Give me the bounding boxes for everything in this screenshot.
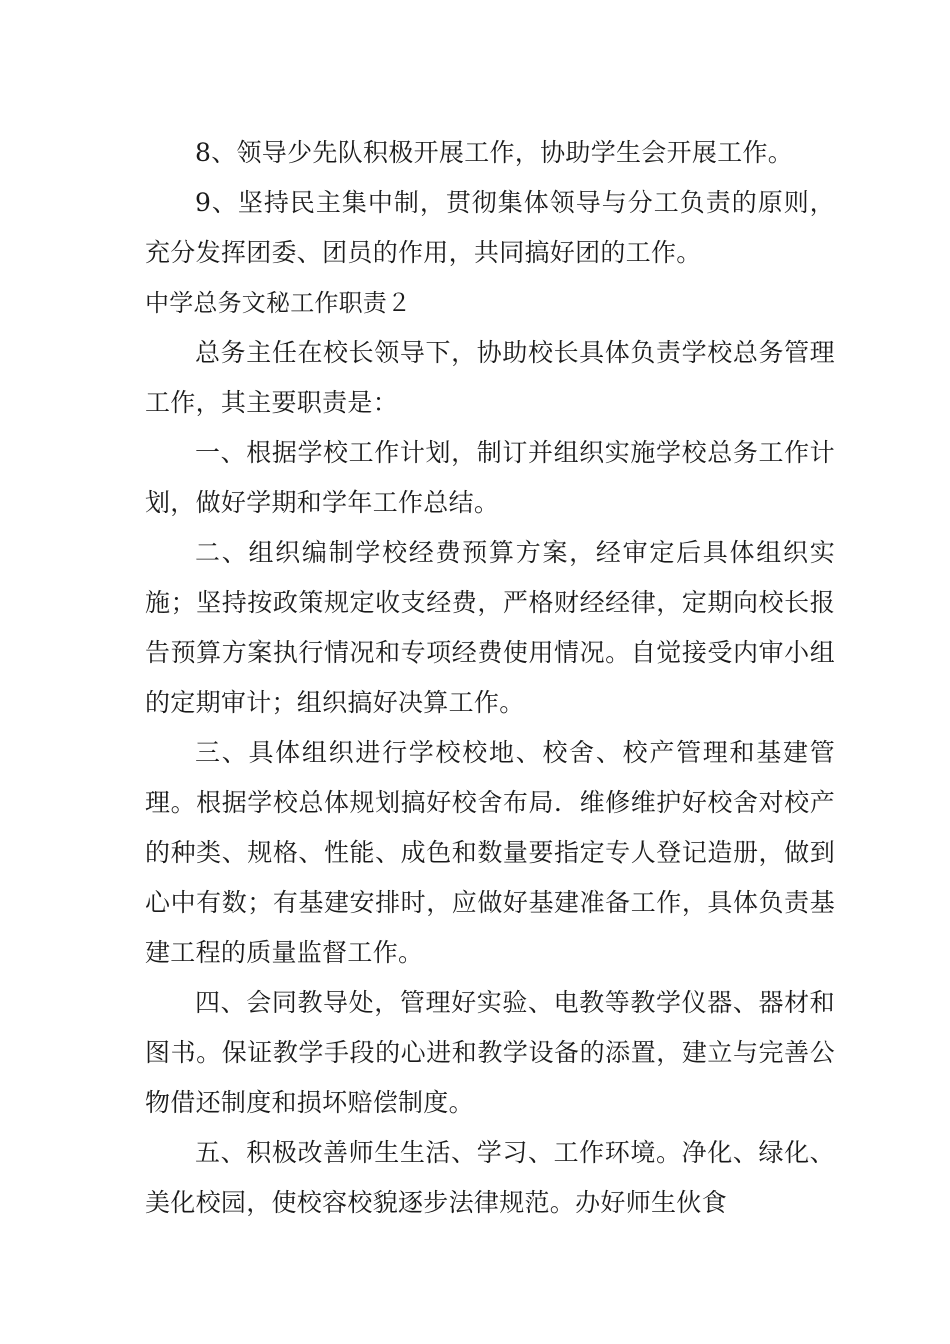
paragraph-duty-5: 五、积极改善师生生活、学习、工作环境。净化、绿化、美化校园，使校容校貌逐步法律规范。办好师生伙食 xyxy=(145,1138,835,1217)
paragraph-item-9: 9、坚持民主集中制，贯彻集体领导与分工负责的原则，充分发挥团委、团员的作用，共同搞好团的工作。 xyxy=(145,188,835,267)
section-heading: 中学总务文秘工作职责２ xyxy=(145,289,412,317)
paragraph-duty-3: 三、具体组织进行学校校地、校舍、校产管理和基建管理。根据学校总体规划搞好校舍布局．维修维护好校舍对校产的种类、规格、性能、成色和数量要指定专人登记造册，做到心中有数；有基建安排时，应做好基建准备工作，具体负责基建工程的质量监督工作。 xyxy=(145,738,835,967)
paragraph-duty-4: 四、会同教导处，管理好实验、电教等教学仪器、器材和图书。保证教学手段的心进和教学设备的添置，建立与完善公物借还制度和损坏赔偿制度。 xyxy=(145,988,835,1117)
paragraph-intro: 总务主任在校长领导下，协助校长具体负责学校总务管理工作，其主要职责是： xyxy=(145,338,835,417)
paragraph-item-8: 8、领导少先队积极开展工作，协助学生会开展工作。 xyxy=(195,138,794,167)
document-body xyxy=(145,128,835,1228)
paragraph-duty-1: 一、根据学校工作计划，制订并组织实施学校总务工作计划，做好学期和学年工作总结。 xyxy=(145,438,835,517)
paragraph-duty-2: 二、组织编制学校经费预算方案，经审定后具体组织实施；坚持按政策规定收支经费，严格财经经律，定期向校长报告预算方案执行情况和专项经费使用情况。自觉接受内审小组的定期审计；组织搞好决算工作。 xyxy=(145,538,835,717)
